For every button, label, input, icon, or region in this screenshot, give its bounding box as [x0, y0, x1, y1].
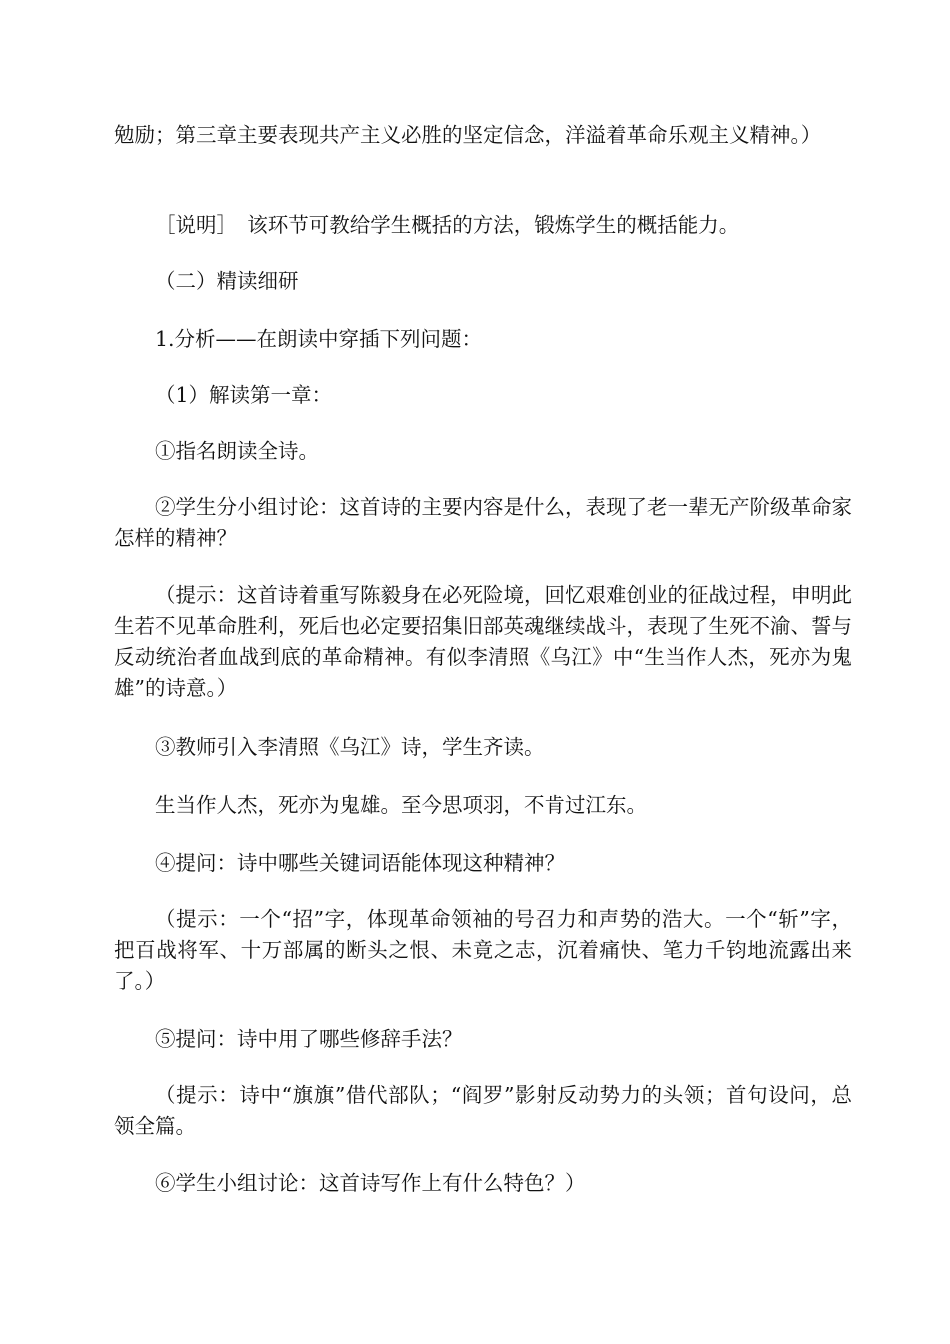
step-2: ②学生分小组讨论：这首诗的主要内容是什么，表现了老一辈无产阶级革命家怎样的精神？ [114, 495, 852, 550]
subitem-chapter-one: （1）解读第一章： [155, 383, 333, 407]
step-6: ⑥学生小组讨论：这首诗写作上有什么特色？） [155, 1171, 586, 1195]
step-1: ①指名朗读全诗。 [155, 439, 319, 463]
poem-wujiang: 生当作人杰，死亦为鬼雄。至今思项羽，不肯过江东。 [155, 793, 647, 817]
item-analysis: 1.分析——在朗读中穿插下列问题： [155, 327, 483, 351]
paragraph-note: ［说明］ 该环节可教给学生概括的方法，锻炼学生的概括能力。 [155, 213, 740, 237]
hint-1: （提示：这首诗着重写陈毅身在必死险境，回忆艰难创业的征战过程，申明此生若不见革命胜利，死后也必定要招集旧部英魂继续战斗，表现了生死不渝、誓与反动统治者血战到底的革命精神。有似李清照《乌江》中“生当作人杰，死亦为鬼雄”的诗意。） [114, 583, 852, 700]
hint-2: （提示：一个“招”字，体现革命领袖的号召力和声势的浩大。一个“斩”字，把百战将军、十万部属的断头之恨、未竟之志，沉着痛快、笔力千钧地流露出来了。） [114, 907, 852, 993]
section-heading-close-reading: （二）精读细研 [155, 269, 299, 293]
step-5: ⑤提问：诗中用了哪些修辞手法？ [155, 1027, 463, 1051]
hint-3: （提示：诗中“旗旗”借代部队；“阎罗”影射反动势力的头领；首句设问，总领全篇。 [114, 1083, 852, 1138]
step-4: ④提问：诗中哪些关键词语能体现这种精神？ [155, 851, 565, 875]
paragraph-chapter-three-summary: 勉励；第三章主要表现共产主义必胜的坚定信念，洋溢着革命乐观主义精神。） [114, 123, 822, 147]
step-3: ③教师引入李清照《乌江》诗，学生齐读。 [155, 735, 545, 759]
